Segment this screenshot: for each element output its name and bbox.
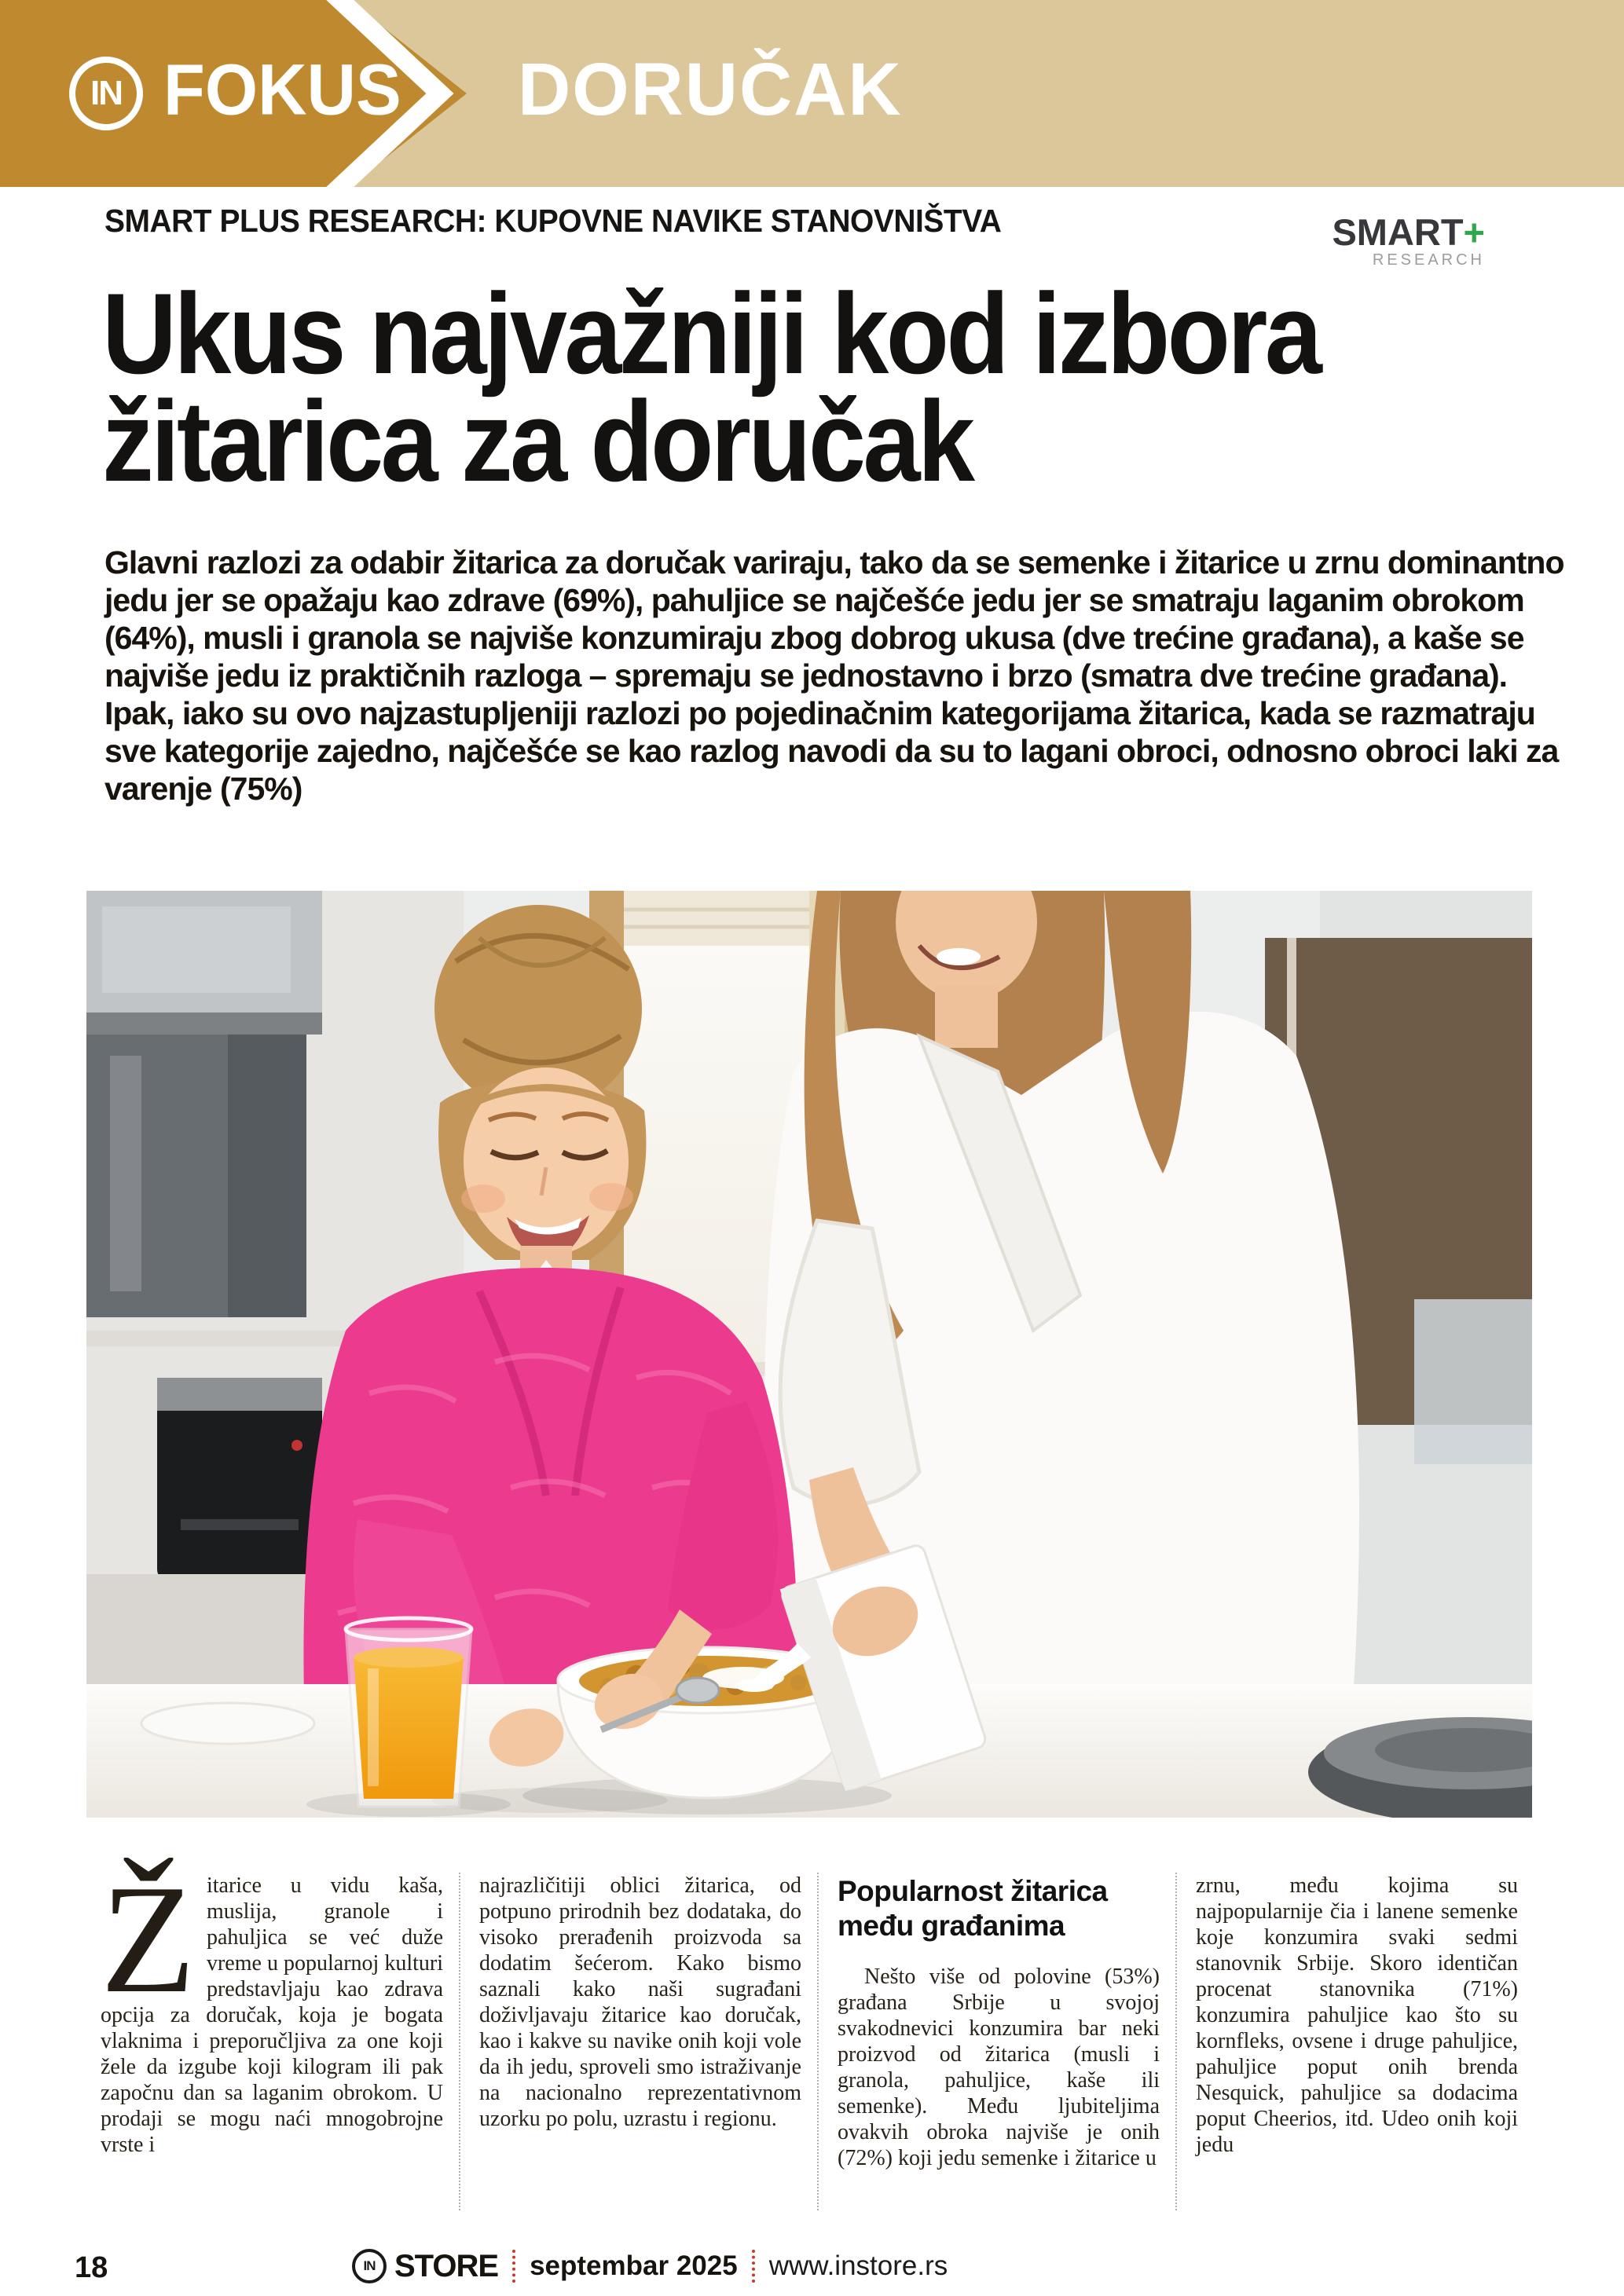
instore-circle-logo-icon xyxy=(69,57,143,130)
footer-divider xyxy=(752,2250,755,2283)
section-label: FOKUS xyxy=(163,49,401,130)
footer-brand: STORE xyxy=(394,2248,499,2283)
plate xyxy=(141,1703,314,1744)
column-1-text: itarice u vidu kaša, muslija, granole i pahuljica se već duže vreme u popularnoj kulturi predstavljaju kao zdrava opcija za doručak, koja je bogata vlaknima i preporučljiva za one koji žele da izgube koji kilogram ili pak započnu dan sa laganim obrokom. U prodaji se mogu naći mnogobrojne vrste i xyxy=(101,1873,443,2157)
orange-juice-glass xyxy=(346,1618,471,1807)
kicker: SMART PLUS RESEARCH: KUPOVNE NAVIKE STANOVNIŠTVA xyxy=(104,203,1002,239)
kitchen-hood xyxy=(86,891,322,1034)
page-footer xyxy=(0,2239,1624,2294)
article-photo xyxy=(86,891,1532,1818)
headline-line-2: žitarica za doručak xyxy=(102,377,973,505)
column-4-text: zrnu, među kojima su najpopularnije čia i lanene semenke koje konzumira svaki sedmi stanovnik Srbije. Skoro identičan procenat stanovnika (71%) konzumira pahuljice kao što su kornfleks, ovsene i druge pahuljice, pahuljice poput onih brenda Nesquick, pahuljice sa dodacima poput Cheerios, itd. Udeo onih koji jedu xyxy=(1196,1873,1518,2157)
topic-label: DORUČAK xyxy=(518,48,903,132)
column-3-text: Nešto više od polovine (53%) građana Srbije u svojoj svakodnevici konzumira bar neki proizvod od žitarica (musli i granola, pahuljice, kaše ili semenke). Među ljubiteljima ovakvih obroka najviše je onih (72%) koji jedu semenke i žitarice u xyxy=(838,1965,1160,2170)
page-title xyxy=(102,269,1320,505)
footer-brand-group xyxy=(352,2239,948,2294)
footer-issue-date: septembar 2025 xyxy=(530,2250,738,2281)
breakfast-scene xyxy=(86,891,1532,1818)
footer-website: www.instore.rs xyxy=(768,2250,948,2281)
dark-glass-panel xyxy=(86,1034,306,1317)
brand-initials: IN xyxy=(90,74,122,112)
column-1 xyxy=(101,1853,459,2210)
column-2 xyxy=(459,1873,817,2210)
research-logo-sub: RESEARCH xyxy=(1372,251,1485,269)
article-body xyxy=(101,1853,1534,2210)
masthead xyxy=(0,0,1624,187)
column-4 xyxy=(1175,1873,1534,2210)
dropcap: Ž xyxy=(101,1853,196,2025)
shelf xyxy=(86,1331,354,1346)
lead-paragraph: Glavni razlozi za odabir žitarica za doručak variraju, tako da se semenke i žitarice u zrnu dominantno jedu jer se opažaju kao zdrave (69%), pahuljice se najčešće jedu jer se smatraju laganim obrokom (64%), musli i granola se najviše konzumiraju zbog dobrog ukusa (dve trećine građana), a kaše se najviše jedu iz praktičnih razloga – spremaju se jednostavno i brzo (smatra dve trećine građana). Ipak, iako su ovo najzastupljeniji razlozi po pojedinačnim kategorijama žitarica, kada se razmatraju sve kategorije zajedno, najčešće se kao razlog navodi da su to lagani obroci, odnosno obroci laki za varenje (75%) xyxy=(104,544,1564,807)
column-2-text: najrazličitiji oblici žitarica, od potpuno prirodnih bez dodataka, do visoko prerađenih proizvoda sa dodatim šećerom. Kako bismo saznali kako naši sugrađani doživljavaju žitarice kao doručak, kao i kakve su navike onih koji vole da ih jedu, sproveli smo istraživanje na nacionalno reprezentativnom uzorku po polu, uzrastu i regionu. xyxy=(479,1873,801,2131)
headline-line-1: Ukus najvažniji kod izbora xyxy=(102,269,1320,397)
coffee-machine xyxy=(157,1378,322,1582)
column-3 xyxy=(817,1873,1175,2210)
smart-plus-research-logo xyxy=(1320,211,1485,269)
page-number: 18 xyxy=(75,2251,108,2284)
instore-circle-logo-icon-small: IN xyxy=(352,2249,387,2283)
footer-divider xyxy=(512,2250,515,2283)
section-subhead: Popularnost žitarica među građanima xyxy=(838,1875,1108,1942)
plus-icon: + xyxy=(1463,211,1485,253)
smart-logo-text: SMART xyxy=(1332,211,1464,253)
